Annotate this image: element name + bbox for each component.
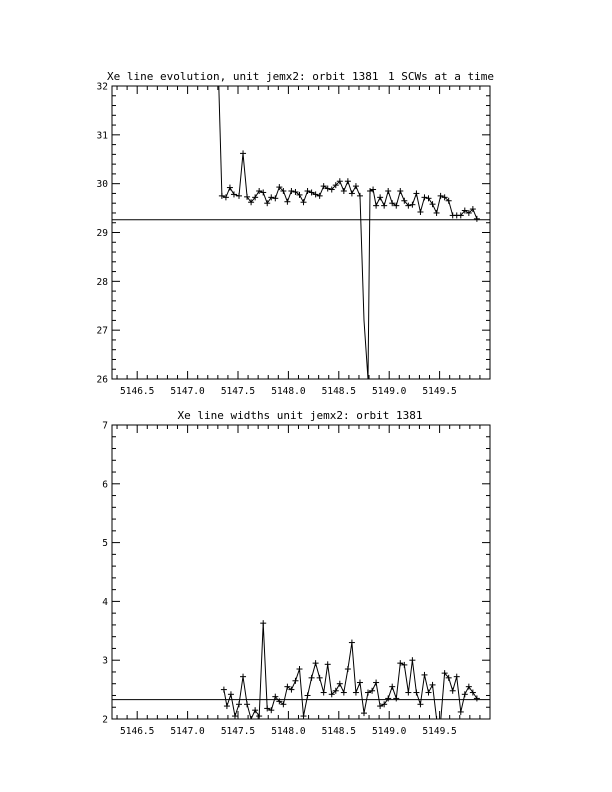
bottom-plot-frame [112,425,490,719]
y-tick-label: 2 [102,714,108,726]
data-point [421,194,427,200]
data-point [248,716,254,722]
data-point [260,620,266,626]
data-point [301,199,307,205]
x-tick-label: 5149.0 [372,386,407,397]
x-tick-label: 5147.5 [220,726,256,737]
data-point [450,688,456,694]
data-point [426,195,432,201]
data-point [236,193,242,199]
data-point [370,187,376,193]
data-point [409,657,415,663]
x-tick-label: 5148.0 [271,386,306,397]
x-tick-label: 5148.5 [321,726,356,737]
top-chart-title: Xe line evolution, unit jemx2: orbit 1381 [107,70,379,83]
y-tick-label: 7 [102,420,108,432]
y-tick-label: 3 [102,655,108,667]
data-point [288,188,294,194]
data-point [462,691,468,697]
data-point [341,690,347,696]
data-point [284,199,290,205]
x-tick-label: 5147.0 [170,726,205,737]
data-point [345,178,351,184]
data-point [349,190,355,196]
data-point [240,674,246,680]
data-point [296,666,302,672]
data-point [223,194,229,200]
data-point [252,707,258,713]
data-point [301,713,307,719]
data-point [434,716,440,722]
data-point [353,183,359,189]
data-point [397,188,403,194]
data-point [409,202,415,208]
data-point [474,695,480,701]
data-point [405,690,411,696]
bottom-chart-title: Xe line widths unit jemx2: orbit 1381 [177,409,423,422]
data-point [393,695,399,701]
y-tick-label: 32 [96,81,108,93]
data-point [413,690,419,696]
series-line [224,623,477,722]
xe-line-widths-panel [102,409,490,737]
data-point [367,188,373,194]
data-point [385,695,391,701]
top-data-series [219,86,480,379]
data-point [260,189,266,195]
x-tick-label: 5148.5 [321,386,356,397]
data-point [438,719,444,725]
data-point [361,710,367,716]
data-point [474,216,480,222]
data-point [421,672,427,678]
data-point [458,709,464,715]
data-point [349,640,355,646]
data-point [373,203,379,209]
bottom-axis-ticks [112,425,490,719]
x-tick-label: 5147.5 [220,386,256,397]
y-tick-label: 26 [96,374,108,386]
data-point [337,681,343,687]
data-point [240,150,246,156]
data-point [268,194,274,200]
data-point [313,660,319,666]
data-point [466,684,472,690]
data-point [381,203,387,209]
y-tick-label: 6 [102,479,108,491]
top-tick-labels [97,82,457,398]
top-plot-frame [112,86,490,379]
x-tick-label: 5146.5 [120,726,155,737]
data-point [317,675,323,681]
data-point [417,701,423,707]
y-tick-label: 30 [96,179,108,191]
y-tick-label: 31 [96,130,108,142]
data-point [231,191,237,197]
data-point [244,701,250,707]
bottom-tick-labels [102,421,456,738]
data-point [413,190,419,196]
y-tick-label: 27 [96,325,108,337]
data-point [305,188,311,194]
data-point [232,713,238,719]
data-point [228,691,234,697]
x-tick-label: 5149.5 [422,386,457,397]
data-point [227,185,233,191]
data-point [454,674,460,680]
top-axis-ticks [112,86,490,379]
data-point [434,210,440,216]
data-point [256,713,262,719]
data-point [353,690,359,696]
x-tick-label: 5149.0 [372,726,407,737]
y-tick-label: 28 [96,276,108,288]
y-tick-label: 4 [102,596,108,608]
data-point [264,200,270,206]
data-point [325,661,331,667]
data-point [345,666,351,672]
x-tick-label: 5148.0 [271,726,306,737]
data-point [309,675,315,681]
data-point [357,193,363,199]
data-point [219,193,225,199]
data-point [272,195,278,201]
data-point [430,201,436,207]
data-point [430,682,436,688]
data-point [389,684,395,690]
data-point [377,194,383,200]
data-point [321,690,327,696]
data-point [305,692,311,698]
data-point [357,680,363,686]
y-tick-label: 5 [102,538,108,550]
data-point [426,690,432,696]
data-point [292,678,298,684]
y-tick-label: 29 [96,228,108,239]
data-point [438,193,444,199]
data-point [236,701,242,707]
data-point [373,680,379,686]
x-tick-label: 5149.5 [422,726,457,737]
series-line [219,86,477,379]
top-chart-subtitle: 1 SCWs at a time [388,70,494,83]
data-point [470,690,476,696]
data-point [341,188,347,194]
x-tick-label: 5146.5 [120,386,155,397]
data-point [256,188,262,194]
bottom-data-series [221,620,480,725]
data-point [385,188,391,194]
xe-line-evolution-panel [97,70,494,397]
data-point [224,703,230,709]
data-point [417,209,423,215]
data-point [317,193,323,199]
data-point [221,687,227,693]
x-tick-label: 5147.0 [170,386,205,397]
